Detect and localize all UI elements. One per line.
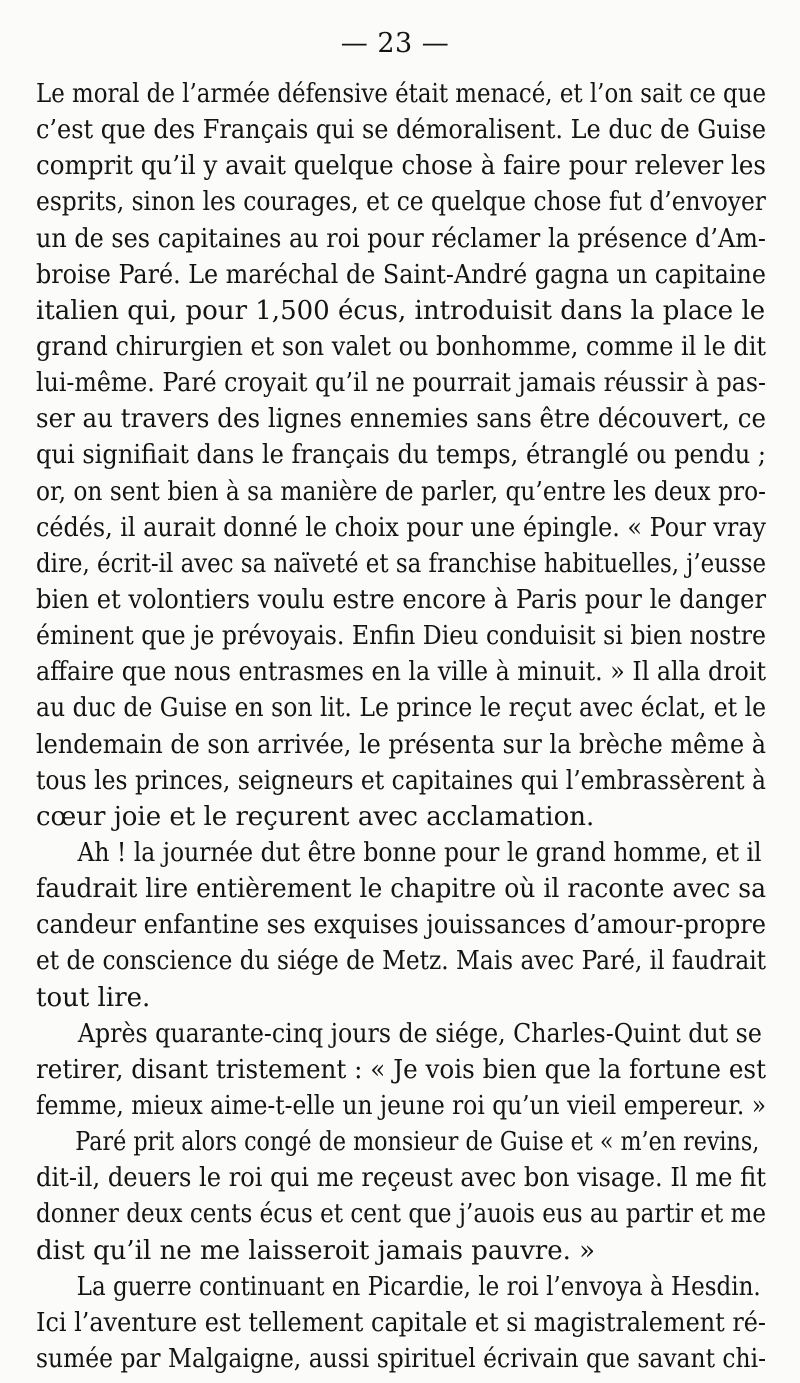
text-line: dit-il, deuers le roi qui me reçeust avec bon visage. Il me fit (36, 1163, 766, 1194)
text-line: affaire que nous entrasmes en la ville à minuit. » Il alla droit (36, 657, 766, 688)
text-line: candeur enfantine ses exquises jouissances d’amour-propre (36, 910, 766, 941)
text-line: faudrait lire entièrement le chapitre où il raconte avec sa (36, 874, 767, 905)
text-line: c’est que des Français qui se démoralisent. Le duc de Guise (36, 115, 767, 146)
text-line: esprits, sinon les courages, et ce quelque chose fut d’envoyer (36, 187, 766, 218)
text-line: tous les princes, seigneurs et capitaines qui l’embrassèrent à (36, 765, 766, 796)
text-line: retirer, disant tristement : « Je vois bien que la fortune est (36, 1054, 767, 1085)
text-line: sumée par Malgaigne, aussi spirituel écrivain que savant chi- (36, 1343, 767, 1374)
text-line: dire, écrit-il avec sa naïveté et sa franchise habituelles, j’eusse (36, 548, 767, 579)
text-line: Le moral de l’armée défensive était menacé, et l’on sait ce que (36, 79, 767, 109)
text-line: femme, mieux aime-t-elle un jeune roi qu’un vieil empereur. » (36, 1090, 766, 1121)
text-line: dist qu’il ne me laisseroit jamais pauvre. » (36, 1235, 596, 1266)
page-number: — 23 — (340, 28, 450, 59)
text-line: comprit qu’il y avait quelque chose à faire pour relever les (36, 151, 767, 182)
text-line: lui-même. Paré croyait qu’il ne pourrait jamais réussir à pas- (36, 368, 767, 399)
text-line: éminent que je prévoyais. Enfin Dieu conduisit si bien nostre (36, 621, 766, 652)
text-line: un de ses capitaines au roi pour réclamer la présence d’Am- (36, 223, 767, 254)
text-line: cœur joie et le reçurent avec acclamation. (36, 801, 595, 832)
text-line: or, on sent bien à sa manière de parler, qu’entre les deux pro- (36, 476, 767, 507)
paragraph-first-line: Ah ! la journée dut être bonne pour le grand homme, et il (77, 837, 762, 868)
text-line: au duc de Guise en son lit. Le prince le reçut avec éclat, et le (36, 693, 766, 724)
paragraph-first-line: La guerre continuant en Picardie, le roi l’envoya à Hesdin. (76, 1271, 761, 1302)
text-line: bien et volontiers voulu estre encore à Paris pour le danger (36, 584, 767, 615)
text-line: italien qui, pour 1,500 écus, introduisit dans la place le (36, 295, 766, 326)
text-line: grand chirurgien et son valet ou bonhomme, comme il le dit (36, 331, 767, 362)
text-line: broise Paré. Le maréchal de Saint-André gagna un capitaine (36, 259, 766, 290)
text-line: tout lire. (36, 982, 151, 1013)
paragraph-first-line: Après quarante-cinq jours de siége, Charles-Quint dut se (77, 1018, 762, 1049)
text-line: lendemain de son arrivée, le présenta sur la brèche même à (36, 729, 767, 760)
paragraph-first-line: Paré prit alors congé de monsieur de Guise et « m’en revins, (75, 1127, 760, 1158)
text-line: qui signifiait dans le français du temps, étranglé ou pendu ; (36, 440, 767, 471)
text-line: donner deux cents écus et cent que j’auois eus au partir et me (36, 1199, 767, 1230)
text-line: et de conscience du siége de Metz. Mais avec Paré, il faudrait (36, 946, 766, 977)
body-text (36, 76, 766, 1377)
text-line: Ici l’aventure est tellement capitale et si magistralement ré- (36, 1307, 766, 1338)
text-line: cédés, il aurait donné le choix pour une épingle. « Pour vray (36, 512, 767, 543)
text-line: ser au travers des lignes ennemies sans être découvert, ce (36, 404, 766, 435)
